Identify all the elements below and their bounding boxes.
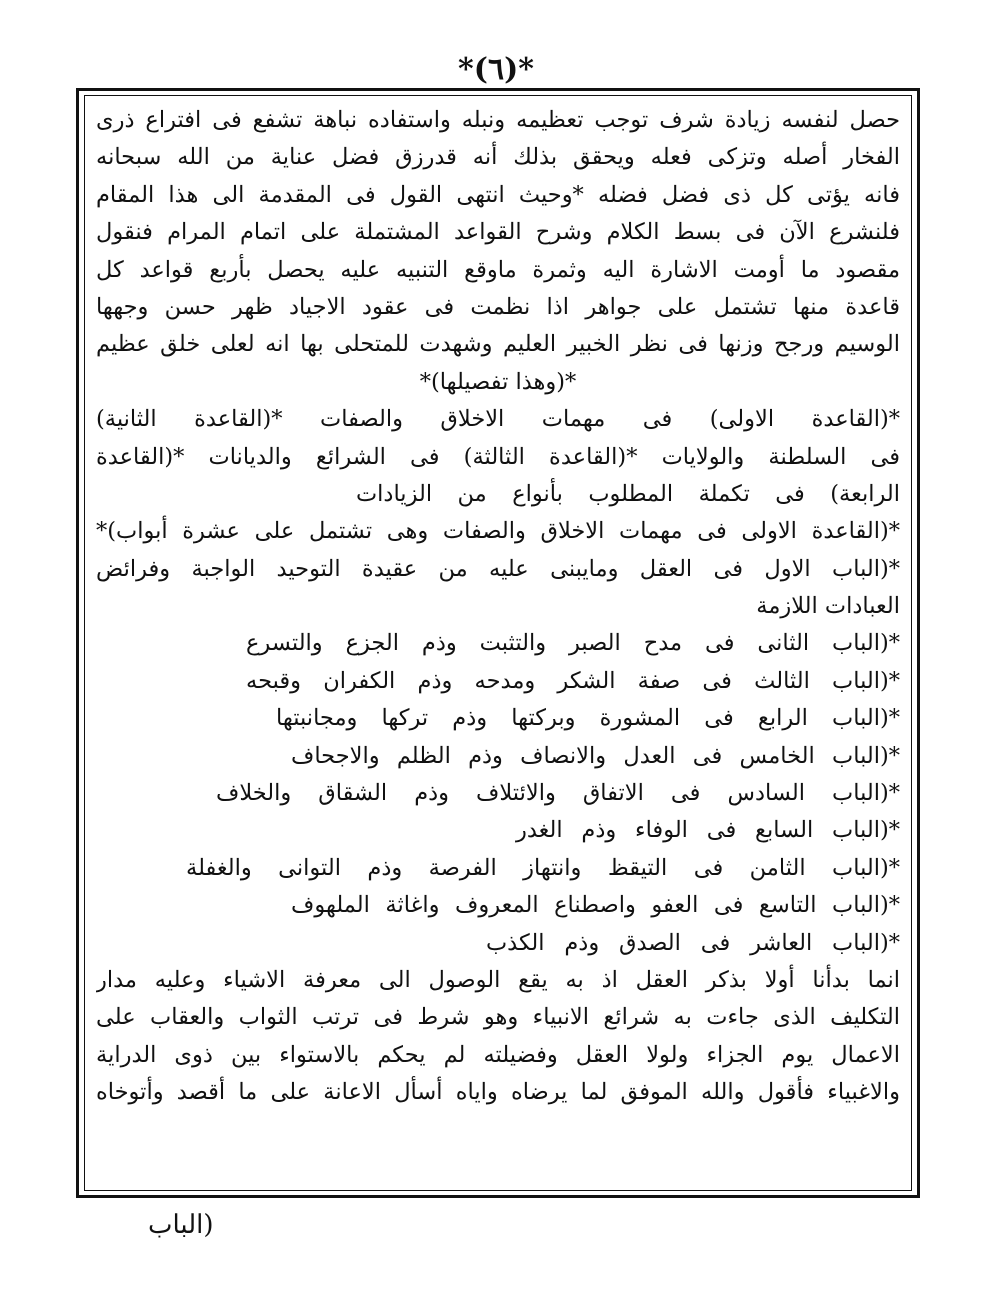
text-line: الاعمال يوم الجزاء ولولا العقل وفضيلته لم يحكم بالاستواء بين ذوى الدراية <box>96 1041 900 1068</box>
page-number: *(٦)* <box>458 52 534 87</box>
chapter-item: *(الباب السابع فى الوفاء وذم الغدر <box>516 817 900 844</box>
text-line: التكليف الذى جاءت به شرائع الانبياء وهو شرط فى ترتب الثواب والعقاب على <box>96 1004 900 1031</box>
chapter-item: *(الباب العاشر فى الصدق وذم الكذب <box>486 929 900 956</box>
text-line: الوسيم ورجح وزنها فى نظر الخبير العليم وشهدت للمتحلى بها انه لعلى خلق عظيم <box>96 331 900 358</box>
page-body <box>90 102 906 1188</box>
chapter-item: *(الباب الخامس فى العدل والانصاف وذم الظلم والاجحاف <box>291 742 900 769</box>
text-line: فى السلطنة والولايات *(القاعدة الثالثة) فى الشرائع والديانات *(القاعدة <box>96 443 900 470</box>
text-line: الفخار أصله وتزكى فعله ويحقق بذلك أنه قدرزق فضل عناية من الله سبحانه <box>96 144 900 171</box>
catchword: (الباب <box>148 1210 214 1240</box>
chapter-item: *(الباب الثامن فى التيقظ وانتهاز الفرصة وذم التوانى والغفلة <box>186 854 900 881</box>
text-line: مقصود ما أومت الاشارة اليه وثمرة ماوقع التنبيه عليه يحصل بأربع قواعد كل <box>96 256 900 283</box>
chapter-item: *(الباب الرابع فى المشورة وبركتها وذم تركها ومجانبتها <box>276 705 900 732</box>
text-line: انما بدأنا أولا بذكر العقل اذ به يقع الوصول الى معرفة الاشياء وعليه مدار <box>96 966 900 993</box>
text-line: الرابعة) فى تكملة المطلوب بأنواع من الزيادات <box>356 480 900 507</box>
text-line: حصل لنفسه زيادة شرف توجب تعظيمه ونبله واستفاده نباهة تشفع فى افتراع ذرى <box>96 107 900 133</box>
text-line: والاغبياء فأقول والله الموفق لما يرضاه واياه أسأل الاعانة على ما أقصد وأتوخاه <box>96 1079 900 1106</box>
chapter-item: *(الباب الاول فى العقل ومايبنى عليه من عقيدة التوحيد الواجبة وفرائض <box>96 555 900 582</box>
text-line: *(القاعدة الاولى) فى مهمات الاخلاق والصفات *(القاعدة الثانية) <box>96 406 900 433</box>
text-line: فلنشرع الآن فى بسط الكلام وشرح القواعد المشتملة على اتمام المرام فنقول <box>96 219 900 246</box>
section-heading: *(وهذا تفصيلها)* <box>419 368 577 395</box>
text-line: العبادات اللازمة <box>756 593 900 620</box>
text-line: قاعدة منها تشتمل على جواهر اذا نظمت فى عقود الاجياد ظهر حسن وجهها <box>96 293 900 320</box>
chapter-item: *(الباب الثانى فى مدح الصبر والتثبت وذم الجزع والتسرع <box>246 630 900 657</box>
chapter-item: *(الباب السادس فى الاتفاق والائتلاف وذم الشقاق والخلاف <box>216 780 900 807</box>
chapter-item: *(الباب الثالث فى صفة الشكر ومدحه وذم الكفران وقبحه <box>246 667 900 694</box>
rule-heading: *(القاعدة الاولى فى مهمات الاخلاق والصفات وهى تشتمل على عشرة أبواب)* <box>96 518 900 545</box>
chapter-item: *(الباب التاسع فى العفو واصطناع المعروف واغاثة الملهوف <box>291 892 900 919</box>
text-line: فانه يؤتى كل ذى فضل فضله *وحيث انتهى القول فى المقدمة الى هذا المقام <box>96 181 900 208</box>
